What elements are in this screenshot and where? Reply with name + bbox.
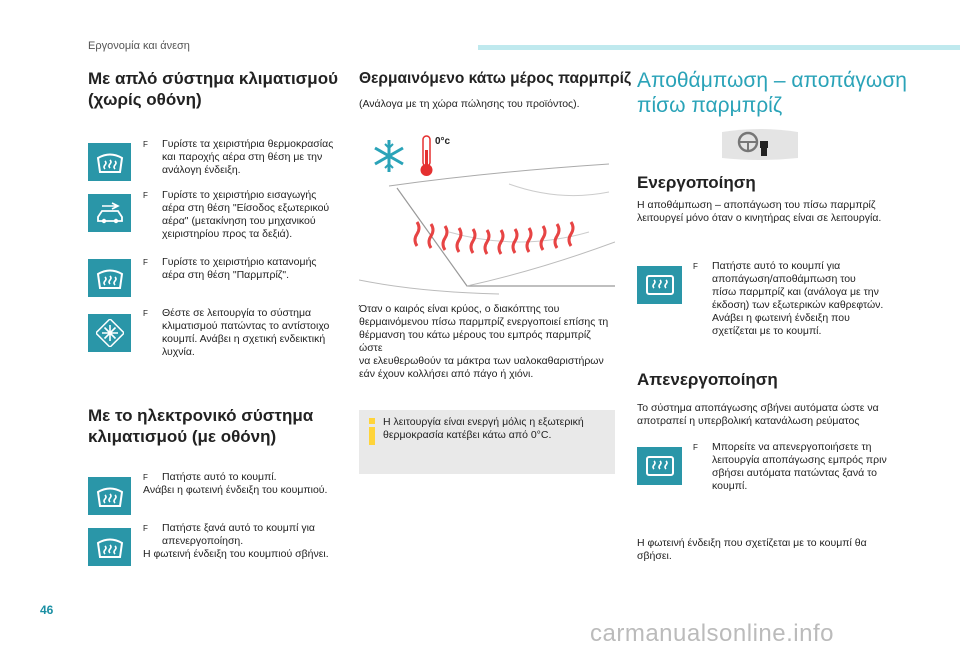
windshield-distribution-icon	[95, 265, 125, 291]
heated-windshield-title: Θερμαινόμενο κάτω μέρος παρμπρίζ	[359, 70, 632, 87]
electronic-item-1: F Πατήστε αυτό το κουμπί. Ανάβει η φωτεινή ένδειξη του κουμπιού.	[143, 471, 328, 496]
header-bar	[478, 45, 960, 50]
air-intake-icon-box	[88, 194, 131, 232]
rear-window-defrost-icon	[645, 273, 675, 297]
final-note-text: Η φωτεινή ένδειξη που σχετίζεται με το κουμπί θα σβήσει.	[637, 537, 867, 562]
steering-wheel-location-icon	[720, 128, 800, 162]
simple-ac-title	[88, 68, 338, 110]
electronic-ac-title-line1: Με το ηλεκτρονικό σύστημα	[88, 406, 314, 425]
heated-windshield-illustration	[359, 132, 615, 296]
electronic-defrost-icon-box	[88, 477, 131, 515]
simple-item-4: F Θέστε σε λειτουργία το σύστημα κλιματισμού πατώντας το αντίστοιχο κουμπί. Ανάβει η σχετική ενδεικτική λυχνία.	[143, 307, 330, 358]
simple-item-3: F Γυρίστε το χειριστήριο κατανομής αέρα στη θέση "Παρμπρίζ".	[143, 256, 317, 281]
rear-defrost-icon-box	[637, 266, 682, 304]
page-number: 46	[40, 603, 54, 617]
thermometer-icon	[421, 136, 433, 176]
defrost-icon-box	[88, 143, 131, 181]
info-icon	[369, 418, 375, 424]
rear-defrost-title	[637, 68, 907, 118]
ac-snowflake-icon	[96, 319, 124, 347]
windshield-defrost-icon	[95, 149, 125, 175]
electronic-defrost-icon-box-2	[88, 528, 131, 566]
watermark: carmanualsonline.info	[590, 620, 834, 647]
section-header: Εργονομία και άνεση	[88, 40, 190, 52]
simple-ac-title-line2: (χωρίς οθόνη)	[88, 90, 202, 109]
simple-item-1: F Γυρίστε τα χειριστήρια θερμοκρασίας και παροχής αέρα στη θέση με την ανάλογη ένδειξη.	[143, 138, 334, 176]
temperature-label: 0°c	[435, 136, 451, 147]
info-note-text: Η λειτουργία είναι ενεργή μόλις η εξωτερική θερμοκρασία κατέβει κάτω από 0°C.	[383, 416, 584, 441]
info-note-box	[359, 410, 615, 474]
rear-defrost-title-line1: Αποθάμπωση – αποπάγωση	[637, 69, 907, 92]
fresh-air-car-icon	[94, 201, 126, 225]
windshield-defrost-icon	[95, 534, 125, 560]
simple-ac-title-line1: Με απλό σύστημα κλιματισμού	[88, 69, 338, 88]
electronic-ac-title-line2: κλιματισμού (με οθόνη)	[88, 427, 277, 446]
rear-defrost-icon-box-2	[637, 447, 682, 485]
rear-defrost-title-line2: πίσω παρμπρίζ	[637, 94, 783, 117]
activation-title: Ενεργοποίηση	[637, 173, 756, 192]
windshield-defrost-icon	[95, 483, 125, 509]
deactivation-text: Το σύστημα αποπάγωσης σβήνει αυτόματα ώστε να αποτραπεί η υπερβολική κατανάλωση ρεύματος	[637, 402, 879, 427]
deactivation-title: Απενεργοποίηση	[637, 370, 778, 389]
rear-window-defrost-icon	[645, 454, 675, 478]
heated-windshield-paragraph: Όταν ο καιρός είναι κρύος, ο διακόπτης του θερμαινόμενου πίσω παρμπρίζ ενεργοποιεί επίσης τη θέρμανση του κάτω μέρους του εμπρός παρμπρίζ ώστε να ελευθερωθούν τα μάκτρα των υαλοκαθαριστήρων εάν έχουν κολλήσει από πάγο ή χιόνι.	[359, 303, 609, 380]
simple-item-2: F Γυρίστε το χειριστήριο εισαγωγής αέρα στη θέση "Είσοδος εξωτερικού αέρα" (μετακίνηση του μηχανικού χειριστηρίου προς τα δεξιά).	[143, 189, 330, 240]
electronic-item-2: F Πατήστε ξανά αυτό το κουμπί για απενεργοποίηση. Η φωτεινή ένδειξη του κουμπιού σβήνει.	[143, 522, 329, 560]
ac-icon-box	[88, 314, 131, 352]
heated-windshield-subtitle: (Ανάλογα με τη χώρα πώλησης του προϊόντος).	[359, 98, 580, 110]
deactivation-item: F Μπορείτε να απενεργοποιήσετε τη λειτουργία αποπάγωσης εμπρός πριν σβήσει αυτόματα πατώντας ξανά το κουμπί.	[693, 441, 887, 492]
activation-text: Η αποθάμπωση – αποπάγωση του πίσω παρμπρίζ λειτουργεί μόνο όταν ο κινητήρας είναι σε λειτουργία.	[637, 199, 882, 224]
electronic-ac-title	[88, 405, 313, 447]
activation-item: F Πατήστε αυτό το κουμπί για αποπάγωση/αποθάμπωση του πίσω παρμπρίζ και (ανάλογα με την έκδοση) των εξωτερικών καθρεφτών. Ανάβει η φωτεινή ένδειξη που σχετίζεται με το κουμπί.	[693, 260, 884, 337]
air-distribution-icon-box	[88, 259, 131, 297]
